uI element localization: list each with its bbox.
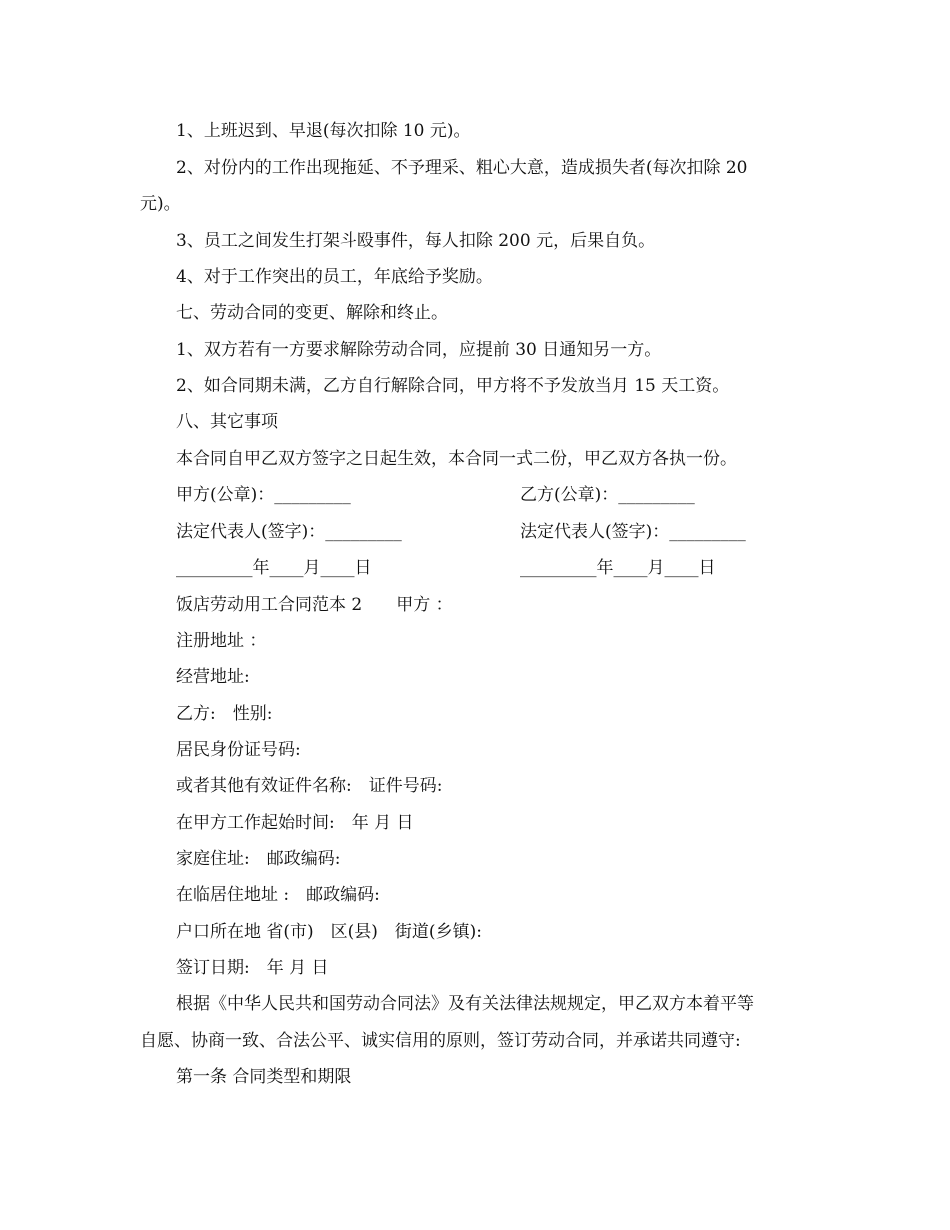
clause-reward: 4、对于工作突出的员工，年底给予奖励。 (176, 267, 493, 287)
party-b-representative: 法定代表人(签字)：_________ (520, 522, 746, 542)
field-registered-address: 注册地址 ： (176, 631, 267, 651)
template-2-title: 饭店劳动用工合同范本 2 甲方 ： (176, 595, 453, 615)
party-a-date: _________年____月____日 (176, 558, 372, 578)
party-a-seal: 甲方(公章)：_________ (176, 485, 351, 505)
field-start-time: 在甲方工作起始时间: 年 月 日 (176, 813, 414, 833)
field-temp-address: 在临居住地址 : 邮政编码: (176, 885, 380, 905)
field-home-address: 家庭住址: 邮政编码: (176, 849, 341, 869)
clause-delay-deduction-cont: 元)。 (140, 194, 181, 214)
clause-notice: 1、双方若有一方要求解除劳动合同，应提前 30 日通知另一方。 (176, 340, 662, 360)
clause-fight-deduction: 3、员工之间发生打架斗殴事件，每人扣除 200 元，后果自负。 (176, 231, 656, 251)
paragraph-basis-cont: 自愿、协商一致、合法公平、诚实信用的原则，签订劳动合同，并承诺共同遵守: (140, 1031, 741, 1051)
party-b-date: _________年____月____日 (520, 558, 716, 578)
article-1-heading: 第一条 合同类型和期限 (176, 1067, 352, 1087)
field-hukou: 户口所在地 省(市) 区(县) 街道(乡镇): (176, 922, 482, 942)
section-heading-other: 八、其它事项 (176, 412, 278, 432)
party-b-seal: 乙方(公章)：_________ (520, 485, 695, 505)
section-heading-termination: 七、劳动合同的变更、解除和终止。 (176, 303, 448, 323)
party-a-representative: 法定代表人(签字)：_________ (176, 522, 402, 542)
field-business-address: 经营地址: (176, 667, 250, 687)
clause-unexpired: 2、如合同期未满，乙方自行解除合同，甲方将不予发放当月 15 天工资。 (176, 376, 730, 396)
field-sign-date: 签订日期: 年 月 日 (176, 958, 329, 978)
field-party-b-gender: 乙方: 性别: (176, 704, 273, 724)
field-id-number: 居民身份证号码: (176, 740, 301, 760)
paragraph-basis: 根据《中华人民共和国劳动合同法》及有关法律法规规定，甲乙双方本着平等 (176, 994, 754, 1014)
field-other-id: 或者其他有效证件名称: 证件号码: (176, 776, 443, 796)
clause-effective: 本合同自甲乙双方签字之日起生效，本合同一式二份，甲乙双方各执一份。 (176, 449, 737, 469)
clause-delay-deduction: 2、对份内的工作出现拖延、不予理采、粗心大意，造成损失者(每次扣除 20 (176, 158, 748, 178)
clause-late-deduction: 1、上班迟到、早退(每次扣除 10 元)。 (176, 121, 471, 141)
